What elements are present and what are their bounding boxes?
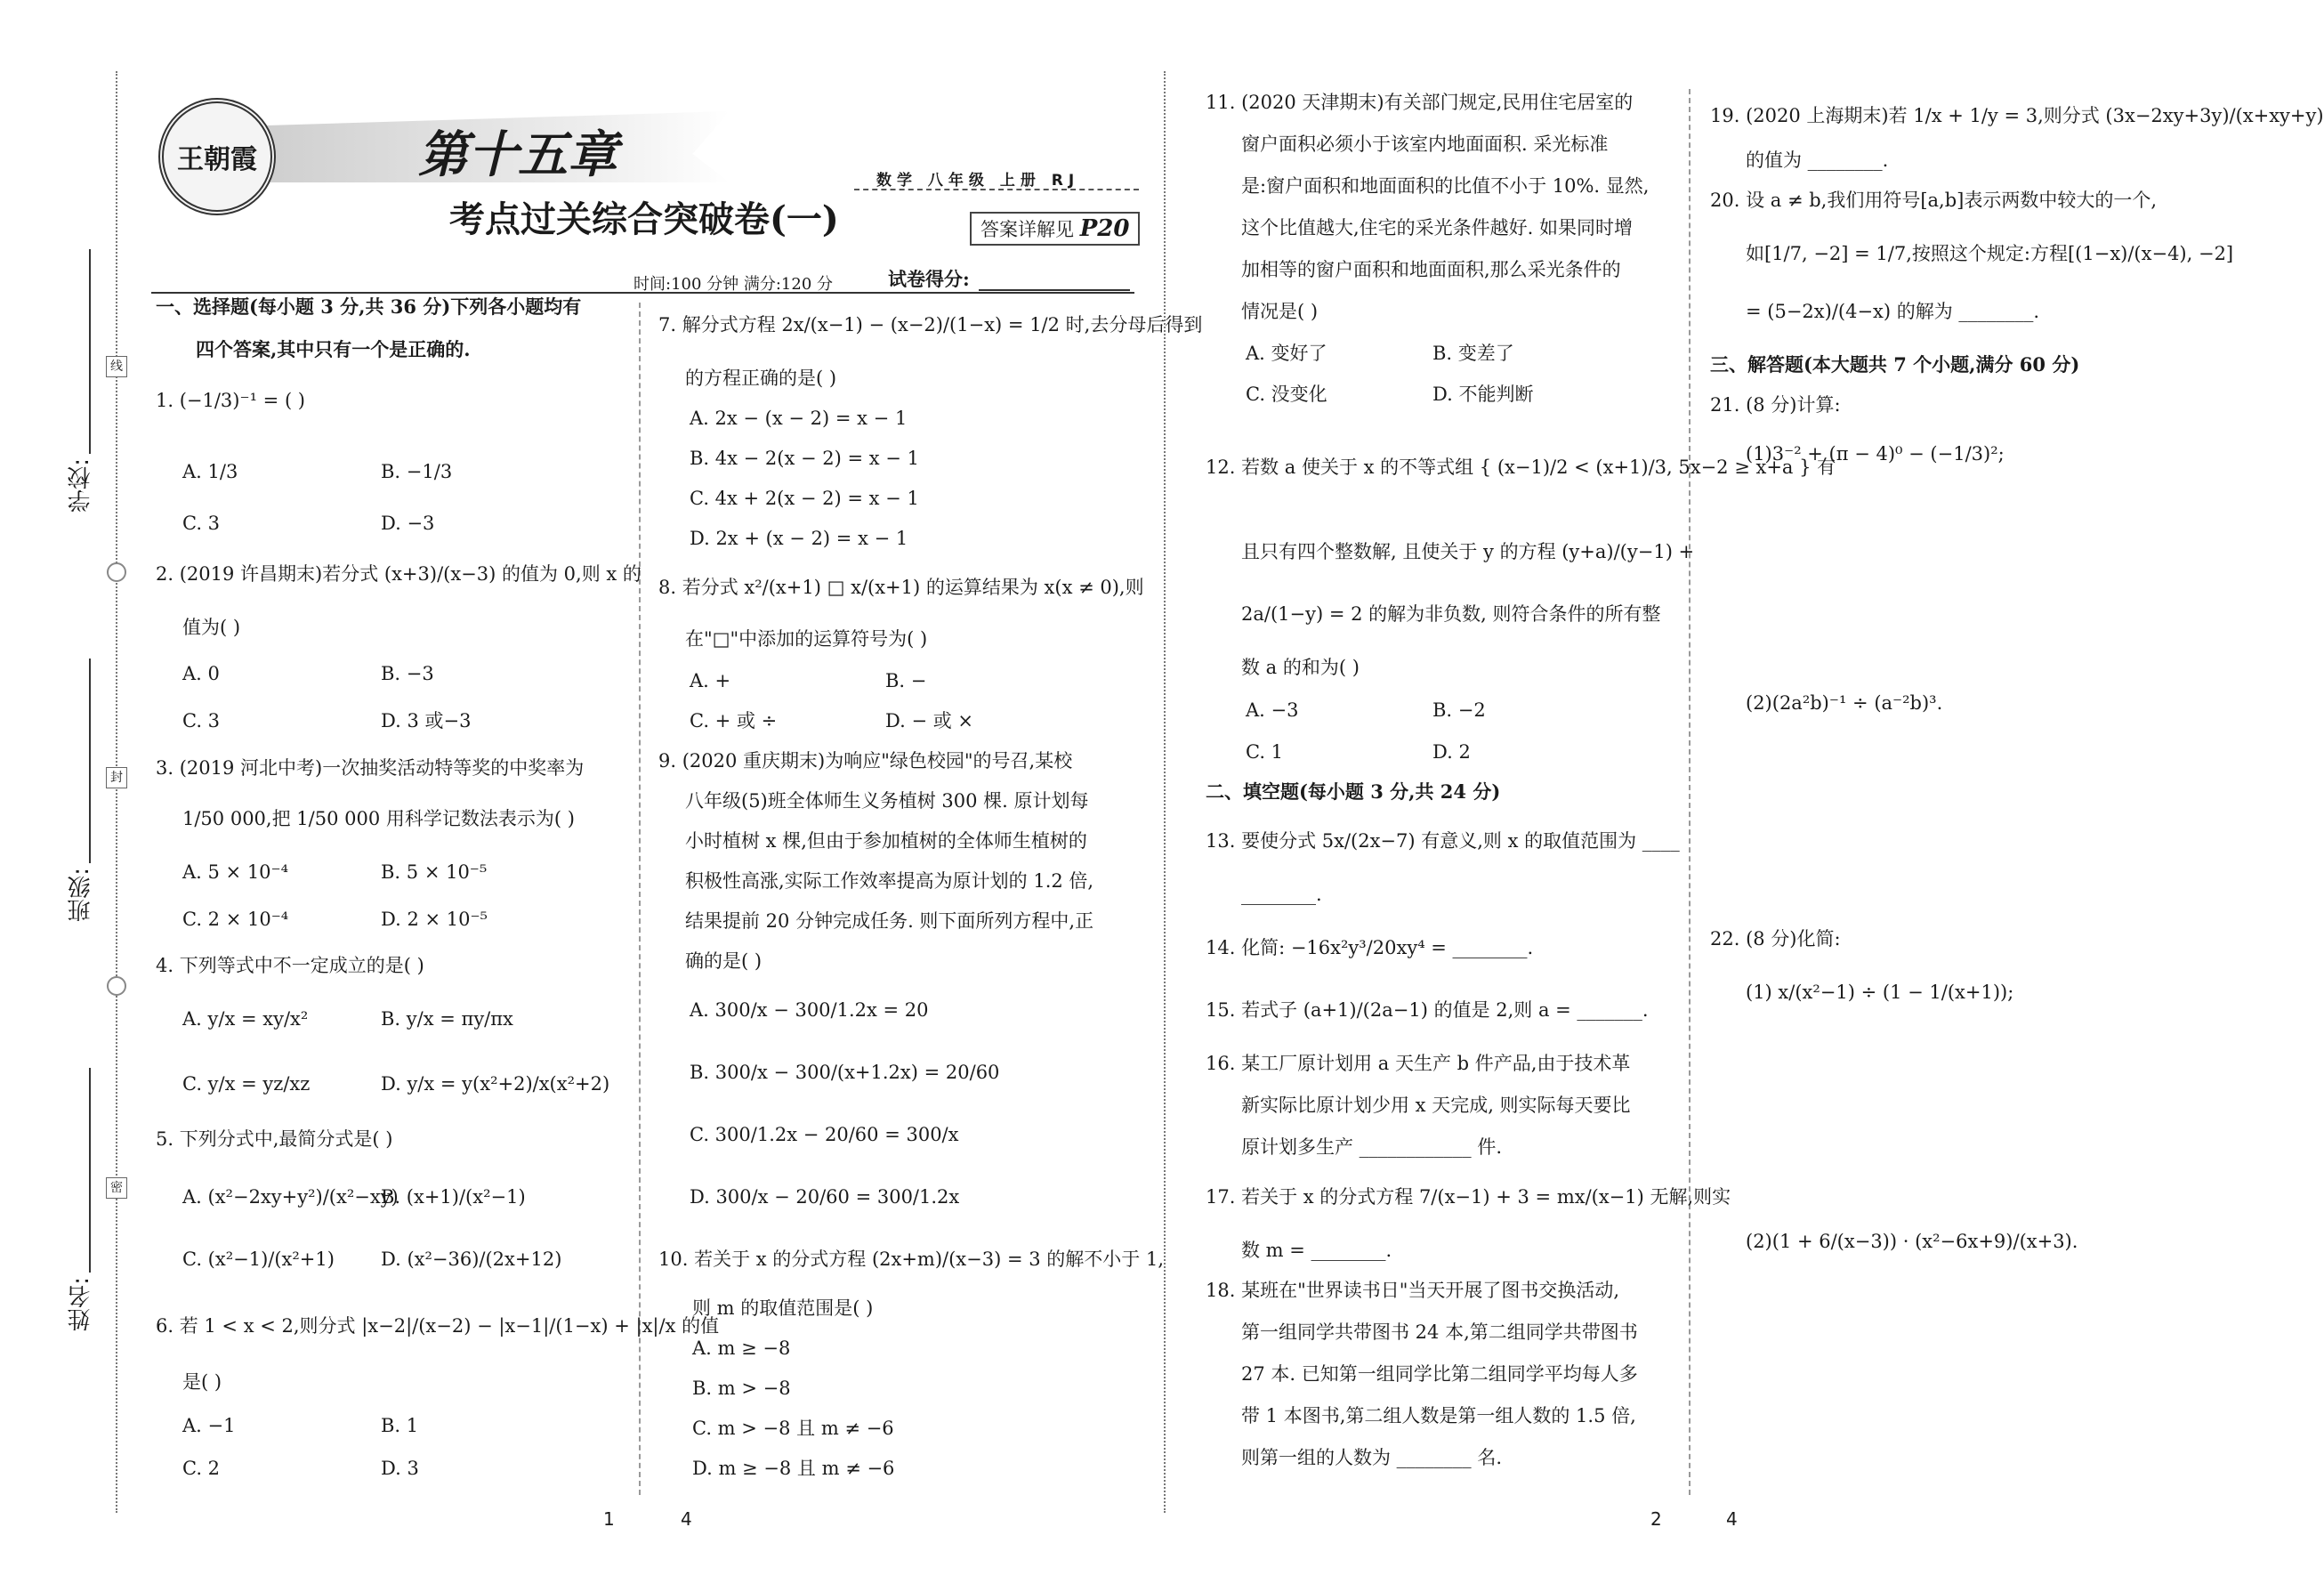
- question-line: 三、解答题(本大题共 7 个小题,满分 60 分): [1710, 353, 2080, 376]
- question-line: 原计划多生产 ____________ 件.: [1241, 1136, 1503, 1158]
- brand-logo: 王朝霞: [158, 98, 276, 215]
- page-total: 4: [1726, 1508, 1738, 1530]
- question-line: D. 2 × 10⁻⁵: [381, 909, 488, 930]
- question-line: A. (x²−2xy+y²)/(x²−xy): [182, 1186, 399, 1208]
- question-line: 数 m = ________.: [1241, 1240, 1392, 1261]
- school-label: 学校:: [68, 458, 94, 513]
- question-line: 这个比值越大,住宅的采光条件越好. 如果同时增: [1241, 217, 1634, 238]
- question-line: 是( ): [182, 1371, 222, 1393]
- question-line: A. 2x − (x − 2) = x − 1: [690, 408, 908, 429]
- question-line: C. (x²−1)/(x²+1): [182, 1249, 335, 1270]
- question-line: 10. 若关于 x 的分式方程 (2x+m)/(x−3) = 3 的解不小于 1,: [658, 1249, 1164, 1270]
- question-line: D. 2: [1432, 741, 1471, 763]
- chapter-title: 第十五章: [418, 125, 617, 184]
- question-line: 20. 设 a ≠ b,我们用符号[a,b]表示两数中较大的一个,: [1710, 190, 2158, 211]
- binding-line: [116, 71, 117, 1513]
- school-field[interactable]: [64, 249, 100, 534]
- answer-ref-label: 答案详解见: [980, 219, 1074, 240]
- question-line: 如[1/7, −2] = 1/7,按照这个规定:方程[(1−x)/(x−4), −2]: [1746, 243, 2234, 264]
- seal-mark: 线: [106, 356, 127, 377]
- question-line: D. 3 或−3: [381, 710, 472, 731]
- question-line: 8. 若分式 x²/(x+1) □ x/(x+1) 的运算结果为 x(x ≠ 0),则: [658, 577, 1144, 598]
- question-line: D. 3: [381, 1458, 419, 1479]
- question-line: 数 a 的和为( ): [1241, 657, 1360, 678]
- question-line: C. 没变化: [1246, 384, 1327, 405]
- question-line: 15. 若式子 (a+1)/(2a−1) 的值是 2,则 a = _______.: [1206, 999, 1649, 1021]
- score-field[interactable]: [979, 289, 1130, 291]
- question-line: C. 3: [182, 513, 221, 534]
- question-line: B. −: [885, 670, 927, 691]
- question-line: 窗户面积必须小于该室内地面面积. 采光标准: [1241, 133, 1609, 155]
- question-line: C. 2 × 10⁻⁴: [182, 909, 289, 930]
- question-line: A. 0: [182, 663, 220, 684]
- name-field[interactable]: [64, 1068, 100, 1353]
- question-line: A. 300/x − 300/1.2x = 20: [690, 999, 929, 1021]
- question-line: 则第一组的人数为 ________ 名.: [1241, 1447, 1503, 1468]
- question-line: B. −3: [381, 663, 434, 684]
- class-label: 班级:: [68, 868, 94, 922]
- question-line: 11. (2020 天津期末)有关部门规定,民用住宅居室的: [1206, 92, 1634, 113]
- binding-hole: [107, 562, 126, 582]
- question-line: 12. 若数 a 使关于 x 的不等式组 { (x−1)/2 < (x+1)/3, 5x−2 ≥ x+a } 有: [1206, 457, 1836, 478]
- question-line: A. m ≥ −8: [692, 1337, 791, 1359]
- question-line: B. 变差了: [1432, 343, 1514, 364]
- binding-hole: [107, 976, 126, 996]
- question-line: D. − 或 ×: [885, 710, 973, 731]
- question-line: C. + 或 ÷: [690, 710, 778, 731]
- page-total: 4: [681, 1508, 692, 1530]
- question-line: 则 m 的取值范围是( ): [692, 1297, 874, 1319]
- question-line: A. 5 × 10⁻⁴: [182, 861, 289, 883]
- question-line: 四个答案,其中只有一个是正确的.: [196, 338, 471, 360]
- question-line: 14. 化简: −16x²y³/20xy⁴ = ________.: [1206, 937, 1534, 958]
- question-line: 3. (2019 河北中考)一次抽奖活动特等奖的中奖率为: [156, 757, 585, 779]
- question-line: B. 1: [381, 1415, 419, 1436]
- question-line: C. 4x + 2(x − 2) = x − 1: [690, 488, 919, 509]
- question-line: 在"□"中添加的运算符号为( ): [685, 628, 928, 650]
- question-line: 第一组同学共带图书 24 本,第二组同学共带图书: [1241, 1321, 1638, 1343]
- question-line: 确的是( ): [685, 950, 763, 972]
- answer-ref-page: P20: [1079, 215, 1130, 242]
- question-line: 1/50 000,把 1/50 000 用科学记数法表示为( ): [182, 808, 575, 829]
- page-number: 2: [1650, 1508, 1662, 1530]
- question-line: 18. 某班在"世界读书日"当天开展了图书交换活动,: [1206, 1280, 1620, 1301]
- question-line: 19. (2020 上海期末)若 1/x + 1/y = 3,则分式 (3x−2xy+3y)/(x+xy+y): [1710, 105, 2324, 126]
- question-line: B. y/x = πy/πx: [381, 1008, 513, 1030]
- question-line: A. y/x = xy/x²: [182, 1008, 309, 1030]
- exam-meta: 时间:100 分钟 满分:120 分: [633, 275, 834, 294]
- question-line: 的值为 ________.: [1746, 150, 1889, 171]
- question-line: B. 300/x − 300/(x+1.2x) = 20/60: [690, 1062, 1000, 1083]
- question-line: C. 2: [182, 1458, 221, 1479]
- column-divider: [1689, 89, 1691, 1495]
- question-line: 带 1 本图书,第二组人数是第一组人数的 1.5 倍,: [1241, 1405, 1636, 1426]
- name-label: 姓名:: [68, 1277, 94, 1331]
- question-line: D. 2x + (x − 2) = x − 1: [690, 528, 908, 549]
- question-line: C. 3: [182, 710, 221, 731]
- question-line: A. 变好了: [1246, 343, 1327, 364]
- question-line: 新实际比原计划少用 x 天完成, 则实际每天要比: [1241, 1095, 1631, 1116]
- question-line: D. m ≥ −8 且 m ≠ −6: [692, 1458, 895, 1479]
- question-line: 21. (8 分)计算:: [1710, 394, 1841, 416]
- question-line: 17. 若关于 x 的分式方程 7/(x−1) + 3 = mx/(x−1) 无解,则实: [1206, 1186, 1731, 1208]
- question-line: D. 300/x − 20/60 = 300/1.2x: [690, 1186, 960, 1208]
- question-line: C. 300/1.2x − 20/60 = 300/x: [690, 1124, 959, 1145]
- question-line: 八年级(5)班全体师生义务植树 300 棵. 原计划每: [685, 790, 1089, 812]
- question-line: 6. 若 1 < x < 2,则分式 |x−2|/(x−2) − |x−1|/(1−x) + |x|/x 的值: [156, 1315, 720, 1337]
- question-line: (2)(1 + 6/(x−3)) · (x²−6x+9)/(x+3).: [1746, 1231, 2078, 1252]
- question-line: 2. (2019 许昌期末)若分式 (x+3)/(x−3) 的值为 0,则 x 的: [156, 563, 642, 585]
- question-line: D. y/x = y(x²+2)/x(x²+2): [381, 1073, 610, 1095]
- question-line: (1) x/(x²−1) ÷ (1 − 1/(x+1));: [1746, 982, 2014, 1003]
- question-line: B. −1/3: [381, 461, 453, 482]
- answer-reference: [970, 212, 1140, 246]
- question-line: 27 本. 已知第一组同学比第二组同学平均每人多: [1241, 1363, 1638, 1385]
- question-line: 2a/(1−y) = 2 的解为非负数, 则符合条件的所有整: [1241, 603, 1661, 625]
- question-line: = (5−2x)/(4−x) 的解为 ________.: [1746, 301, 2040, 322]
- question-line: 结果提前 20 分钟完成任务. 则下面所列方程中,正: [685, 910, 1094, 932]
- question-line: A. −3: [1246, 699, 1299, 721]
- question-line: ________.: [1241, 884, 1322, 905]
- question-line: 情况是( ): [1241, 301, 1319, 322]
- paper-title: 考点过关综合突破卷(一): [449, 198, 839, 240]
- question-line: 16. 某工厂原计划用 a 天生产 b 件产品,由于技术革: [1206, 1053, 1631, 1074]
- question-line: C. y/x = yz/xz: [182, 1073, 311, 1095]
- question-line: B. (x+1)/(x²−1): [381, 1186, 526, 1208]
- class-field[interactable]: [64, 659, 100, 943]
- grade-tags: 数学 八年级 上册 RJ: [876, 172, 1080, 190]
- question-line: 的方程正确的是( ): [685, 368, 837, 389]
- question-line: D. (x²−36)/(2x+12): [381, 1249, 562, 1270]
- score-label: 试卷得分:: [888, 268, 970, 290]
- question-line: 是:窗户面积和地面面积的比值不小于 10%. 显然,: [1241, 175, 1650, 197]
- question-line: 5. 下列分式中,最简分式是( ): [156, 1128, 393, 1150]
- question-line: D. −3: [381, 513, 435, 534]
- question-line: D. 不能判断: [1432, 384, 1534, 405]
- question-line: A. +: [690, 670, 731, 691]
- question-line: (2)(2a²b)⁻¹ ÷ (a⁻²b)³.: [1746, 692, 1943, 714]
- question-line: 二、填空题(每小题 3 分,共 24 分): [1206, 780, 1501, 803]
- question-line: A. −1: [182, 1415, 236, 1436]
- question-line: 积极性高涨,实际工作效率提高为原计划的 1.2 倍,: [685, 870, 1094, 892]
- question-line: B. m > −8: [692, 1378, 791, 1399]
- header-rule: [854, 189, 1139, 190]
- page-divider: [1164, 71, 1166, 1513]
- question-line: B. 5 × 10⁻⁵: [381, 861, 488, 883]
- question-line: A. 1/3: [182, 461, 238, 482]
- question-line: B. −2: [1432, 699, 1486, 721]
- question-line: 1. (−1/3)⁻¹ = ( ): [156, 390, 305, 411]
- question-line: 13. 要使分式 5x/(2x−7) 有意义,则 x 的取值范围为 ____: [1206, 830, 1680, 852]
- question-line: 22. (8 分)化简:: [1710, 928, 1841, 950]
- question-line: 7. 解分式方程 2x/(x−1) − (x−2)/(1−x) = 1/2 时,去分母后得到: [658, 314, 1203, 335]
- question-line: C. 1: [1246, 741, 1284, 763]
- question-line: 加相等的窗户面积和地面面积,那么采光条件的: [1241, 259, 1621, 280]
- seal-mark: 密: [106, 1177, 127, 1199]
- header-divider: [151, 292, 1134, 294]
- question-line: 一、选择题(每小题 3 分,共 36 分)下列各小题均有: [156, 295, 582, 318]
- question-line: B. 4x − 2(x − 2) = x − 1: [690, 448, 919, 469]
- question-line: 9. (2020 重庆期末)为响应"绿色校园"的号召,某校: [658, 750, 1073, 772]
- seal-mark: 封: [106, 767, 127, 788]
- question-line: 值为( ): [182, 617, 241, 638]
- question-line: 且只有四个整数解, 且使关于 y 的方程 (y+a)/(y−1) +: [1241, 541, 1695, 562]
- page-number: 1: [603, 1508, 615, 1530]
- question-line: 小时植树 x 棵,但由于参加植树的全体师生植树的: [685, 830, 1087, 852]
- question-line: C. m > −8 且 m ≠ −6: [692, 1418, 894, 1439]
- question-line: 4. 下列等式中不一定成立的是( ): [156, 955, 424, 976]
- question-line: (1)3⁻² + (π − 4)⁰ − (−1/3)²;: [1746, 443, 2005, 465]
